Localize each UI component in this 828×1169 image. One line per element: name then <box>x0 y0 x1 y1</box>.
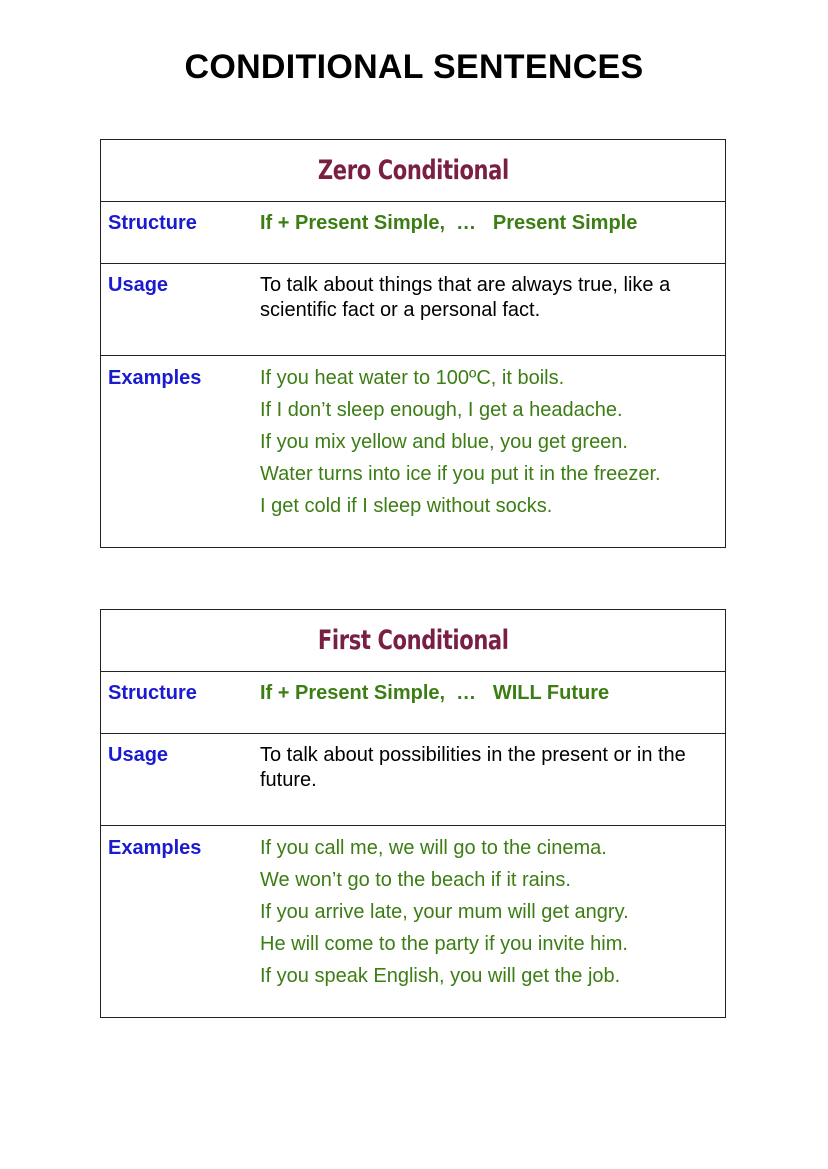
table-header <box>101 140 725 202</box>
example-item: If you call me, we will go to the cinema. <box>260 837 607 859</box>
usage-description: To talk about possibilities in the present or in the future. <box>260 744 686 791</box>
usage-label: Usage <box>108 274 169 296</box>
example-item: If you arrive late, your mum will get angry. <box>260 901 629 923</box>
structure-formula: If + Present Simple, … WILL Future <box>260 682 610 704</box>
example-item: If you heat water to 100ºC, it boils. <box>260 367 565 389</box>
example-item: If I don’t sleep enough, I get a headache. <box>260 399 623 421</box>
usage-label: Usage <box>108 744 169 766</box>
section-heading: Zero Conditional <box>317 155 509 186</box>
examples-list <box>260 832 717 992</box>
structure-label: Structure <box>108 212 197 234</box>
structure-row <box>101 672 725 734</box>
first-conditional-table <box>100 609 726 1018</box>
examples-content <box>260 836 725 1017</box>
example-item: We won’t go to the beach if it rains. <box>260 869 571 891</box>
examples-label: Examples <box>108 837 202 859</box>
examples-label: Examples <box>108 367 202 389</box>
example-item: If you speak English, you will get the job. <box>260 965 621 987</box>
section-heading: First Conditional <box>317 625 509 656</box>
usage-description: To talk about things that are always true, like a scientific fact or a personal fact. <box>260 274 671 321</box>
example-item: If you mix yellow and blue, you get green. <box>260 431 628 453</box>
example-item: He will come to the party if you invite him. <box>260 933 628 955</box>
table-header <box>101 610 725 672</box>
examples-row <box>101 826 725 1017</box>
examples-row <box>101 356 725 547</box>
usage-row <box>101 734 725 826</box>
zero-conditional-table <box>100 139 726 548</box>
examples-content <box>260 366 725 547</box>
structure-formula: If + Present Simple, … Present Simple <box>260 212 638 234</box>
usage-row <box>101 264 725 356</box>
structure-label: Structure <box>108 682 197 704</box>
example-item: I get cold if I sleep without socks. <box>260 495 553 517</box>
structure-row <box>101 202 725 264</box>
example-item: Water turns into ice if you put it in the freezer. <box>260 463 661 485</box>
page-title: CONDITIONAL SENTENCES <box>184 48 644 86</box>
examples-list <box>260 362 717 522</box>
